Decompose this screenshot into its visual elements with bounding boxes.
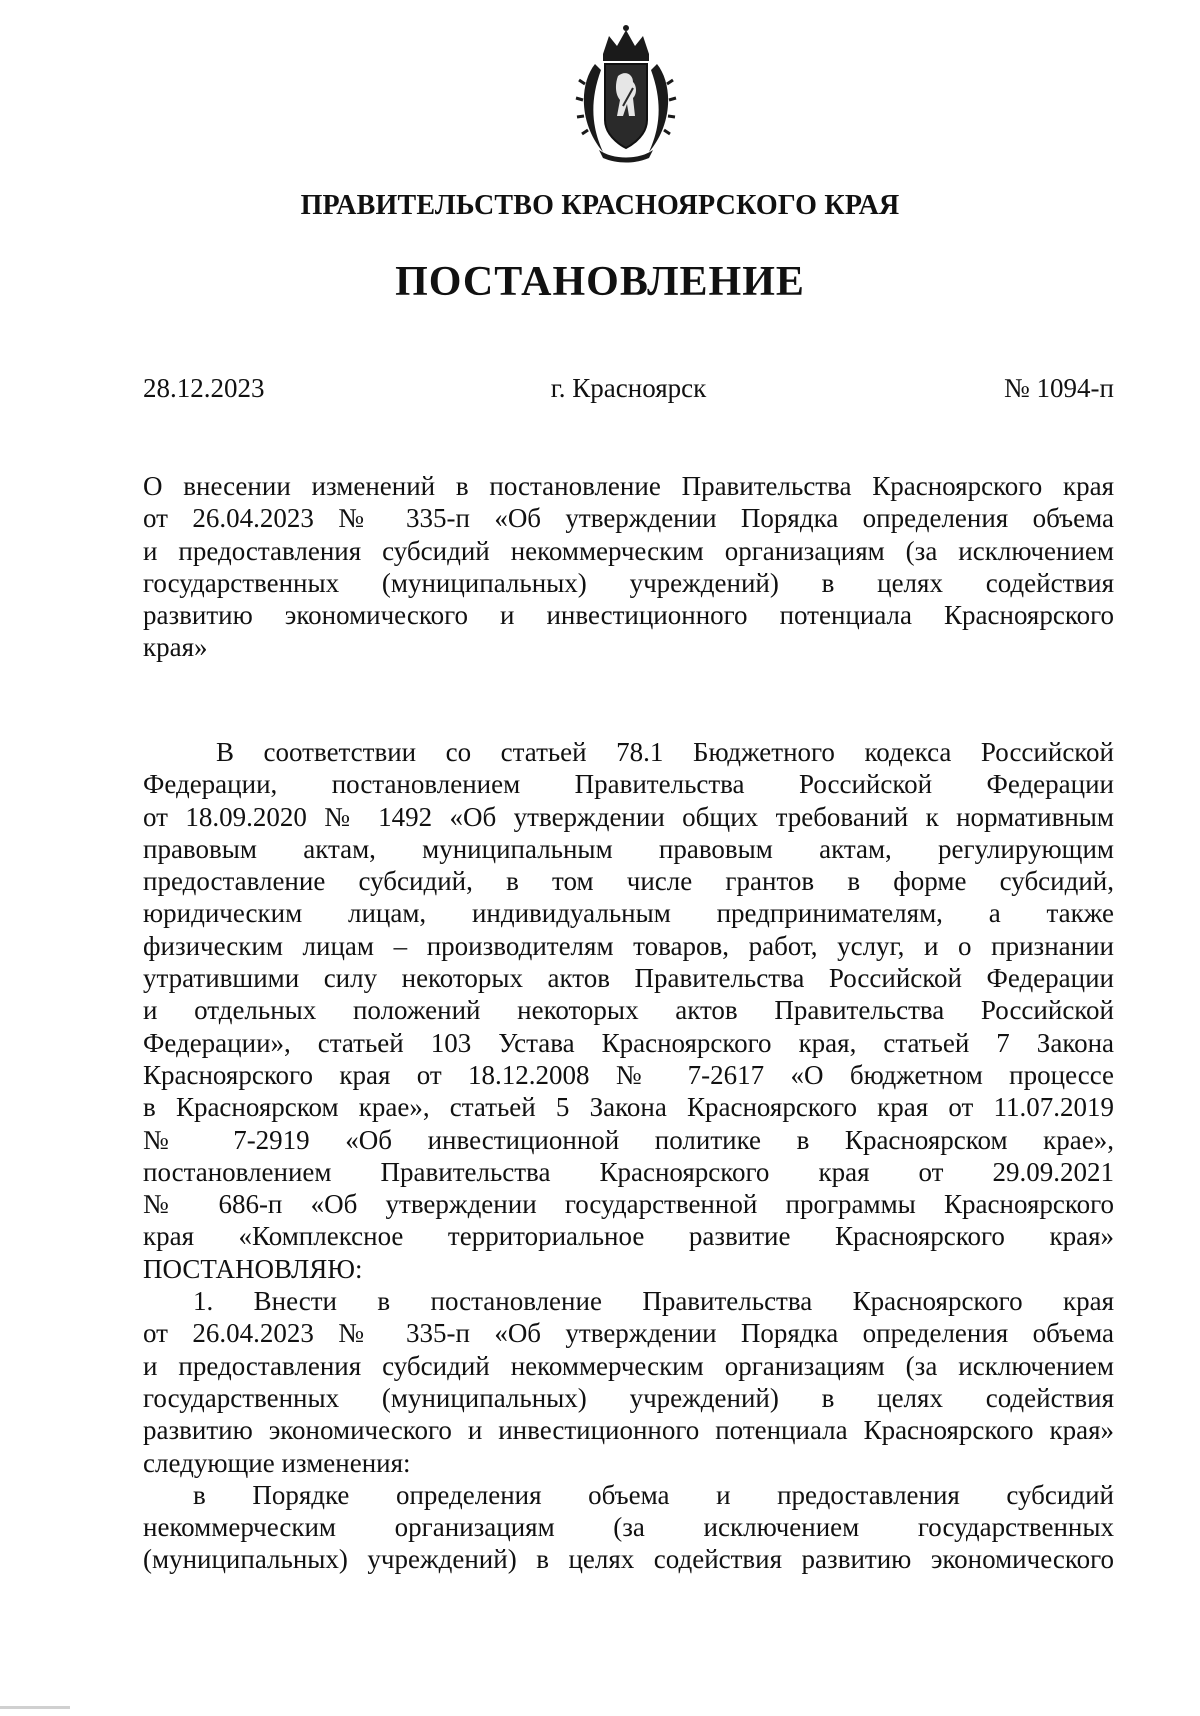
document-type-title: ПОСТАНОВЛЕНИЕ xyxy=(395,259,805,305)
subject-line: и предоставления субсидий некоммерческим организациям (за исключением xyxy=(143,535,1114,566)
subject-line: от 26.04.2023 № 335-п «Об утверждении Порядка определения объема xyxy=(143,503,1114,534)
body-line: правовым актам, муниципальным правовым актам, регулирующим xyxy=(143,833,1114,864)
subject-line: развитию экономического и инвестиционного потенциала Красноярского xyxy=(143,600,1114,631)
organization-title: ПРАВИТЕЛЬСТВО КРАСНОЯРСКОГО КРАЯ xyxy=(300,190,900,221)
subject-line: государственных (муниципальных) учреждений) в целях содействия xyxy=(143,567,1114,598)
document-subject xyxy=(143,470,1114,664)
body-line: Красноярского края от 18.12.2008 № 7-2617 «О бюджетном процессе xyxy=(143,1059,1114,1090)
body-line: постановлением Правительства Красноярского края от 29.09.2021 xyxy=(143,1156,1114,1187)
body-line: Федерации, постановлением Правительства Российской Федерации xyxy=(143,769,1114,800)
body-line: государственных (муниципальных) учреждений) в целях содействия xyxy=(143,1382,1114,1413)
body-line: следующие изменения: xyxy=(143,1447,411,1478)
body-line: предоставление субсидий, в том числе грантов в форме субсидий, xyxy=(143,866,1114,897)
document-date: 28.12.2023 xyxy=(143,373,265,403)
body-line: № 686-п «Об утверждении государственной программы Красноярского xyxy=(143,1189,1114,1220)
body-line: края «Комплексное территориальное развитие Красноярского края» xyxy=(143,1221,1114,1252)
body-line: юридическим лицам, индивидуальным предпринимателям, а также xyxy=(143,898,1114,929)
subject-line: О внесении изменений в постановление Правительства Красноярского края xyxy=(143,471,1114,501)
body-line: 1. Внести в постановление Правительства Красноярского края xyxy=(193,1286,1114,1317)
body-line: от 18.09.2020 № 1492 «Об утверждении общих требований к нормативным xyxy=(143,801,1114,832)
body-line: в Порядке определения объема и предоставления субсидий xyxy=(193,1479,1114,1510)
body-line: развитию экономического и инвестиционного потенциала Красноярского края» xyxy=(143,1415,1114,1446)
body-line: № 7-2919 «Об инвестиционной политике в Красноярском крае», xyxy=(143,1124,1114,1155)
body-line: (муниципальных) учреждений) в целях содействия развитию экономического xyxy=(143,1544,1114,1575)
body-line: от 26.04.2023 № 335-п «Об утверждении Порядка определения объема xyxy=(143,1318,1114,1349)
body-line: ПОСТАНОВЛЯЮ: xyxy=(143,1253,363,1284)
body-line: и отдельных положений некоторых актов Правительства Российской xyxy=(143,995,1114,1026)
document-body xyxy=(143,736,1114,1576)
body-line: утратившими силу некоторых актов Правительства Российской Федерации xyxy=(143,963,1114,994)
body-line: в Красноярском крае», статьей 5 Закона Красноярского края от 11.07.2019 xyxy=(143,1092,1114,1123)
body-line: некоммерческим организациям (за исключением государственных xyxy=(143,1512,1114,1543)
krasnoyarsk-coat-of-arms-icon xyxy=(573,24,679,164)
document-number: № 1094-п xyxy=(1004,373,1114,403)
body-line: В соответствии со статьей 78.1 Бюджетного кодекса Российской xyxy=(216,737,1114,767)
body-line: и предоставления субсидий некоммерческим организациям (за исключением xyxy=(143,1350,1114,1381)
body-line: Федерации», статьей 103 Устава Красноярского края, статьей 7 Закона xyxy=(143,1027,1114,1058)
body-line: физическим лицам – производителям товаров, работ, услуг, и о признании xyxy=(143,930,1114,961)
document-city: г. Красноярск xyxy=(550,373,707,403)
scan-edge-mark xyxy=(0,1706,70,1709)
subject-line: края» xyxy=(143,632,208,663)
document-meta xyxy=(143,373,1114,407)
